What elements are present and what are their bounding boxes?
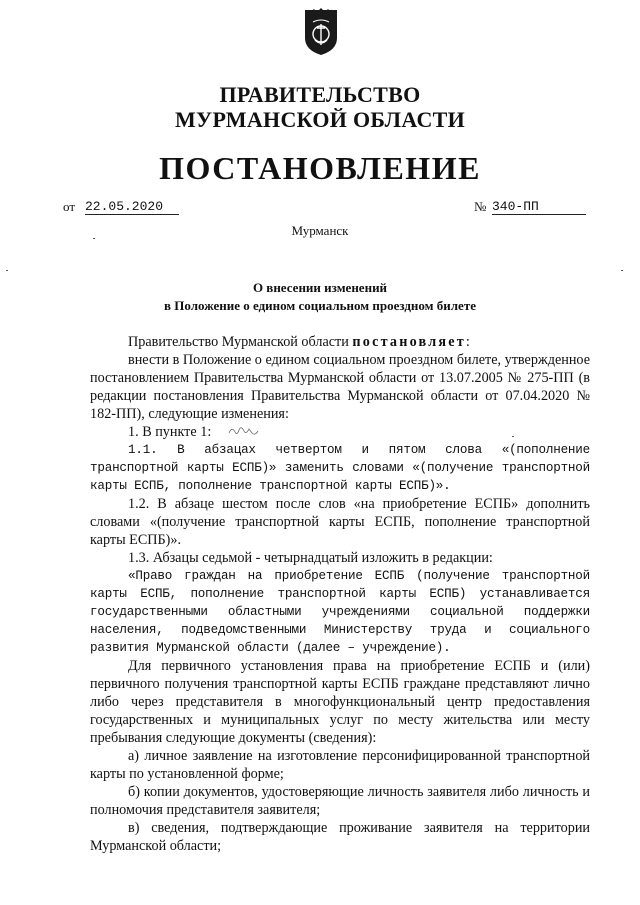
body-paragraph: «Право граждан на приобретение ЕСПБ (получение транспортной карты ЕСПБ, пополнение транспортной карты ЕСПБ) устанавливается государственными областными учреждениями социальной поддержки населения, подведомственными Министерству труда и социального развития Мурманской области (далее – учреждение).	[90, 569, 590, 655]
decree-keyword: постановляет	[352, 334, 466, 350]
decree-paragraph	[90, 333, 590, 351]
document-date: 22.05.2020	[85, 199, 179, 215]
number-label: №	[474, 199, 487, 214]
body-paragraph: внести в Положение о едином социальном проездном билете, утвержденное постановлением Правительства Мурманской области от 13.07.2005 № 275-ПП (в редакции постановления Правительства Мурманской области от 07.04.2020 № 182-ПП), следующие изменения:	[90, 352, 590, 422]
list-item: б) копии документов, удостоверяющие личность заявителя либо личность и полномочия представителя заявителя;	[90, 784, 590, 818]
body-paragraph: 1.1. В абзацах четвертом и пятом слова «(пополнение транспортной карты ЕСПБ)» заменить словами «(получение транспортной карты ЕСПБ, пополнение транспортной карты ЕСПБ)».	[90, 443, 590, 493]
scan-speck	[6, 270, 8, 271]
government-title-line2: МУРМАНСКОЙ ОБЛАСТИ	[174, 107, 466, 132]
body-paragraph: 1. В пункте 1:	[128, 424, 212, 440]
decree-colon: :	[465, 334, 470, 350]
body-paragraph: Для первичного установления права на приобретение ЕСПБ и (или) первичного получения транспортной карты ЕСПБ граждане представляют лично либо через представителя в многофункциональный центр предоставления государственных и муниципальных услуг по месту жительства или месту пребывания следующие документы (сведения):	[90, 658, 590, 746]
list-item: а) личное заявление на изготовление персонифицированной транспортной карты по установленной форме;	[90, 748, 590, 782]
document-type-title: ПОСТАНОВЛЕНИЕ	[159, 150, 481, 186]
scan-speck	[512, 436, 514, 437]
list-item: в) сведения, подтверждающие проживание заявителя на территории Мурманской области;	[90, 820, 590, 854]
decree-intro: Правительство Мурманской области	[128, 334, 353, 350]
subject-line1: О внесении изменений	[252, 280, 388, 295]
handwritten-mark	[228, 424, 268, 438]
body-paragraph: 1.3. Абзацы седьмой - четырнадцатый изложить в редакции:	[128, 550, 493, 566]
subject-line2: в Положение о едином социальном проездном билете	[164, 298, 476, 313]
scan-speck	[93, 238, 95, 239]
government-title-line1: ПРАВИТЕЛЬСТВО	[219, 82, 421, 107]
coat-of-arms-icon	[303, 8, 339, 56]
body-paragraph: 1.2. В абзаце шестом после слов «на приобретение ЕСПБ» дополнить словами «(получение транспортной карты ЕСПБ, пополнение транспортной карты ЕСПБ)».	[90, 496, 590, 548]
document-body	[90, 333, 590, 855]
document-number: 340-ПП	[492, 199, 586, 215]
date-label: от	[63, 199, 76, 214]
scan-speck	[621, 270, 623, 271]
city-name: Мурманск	[291, 223, 349, 238]
